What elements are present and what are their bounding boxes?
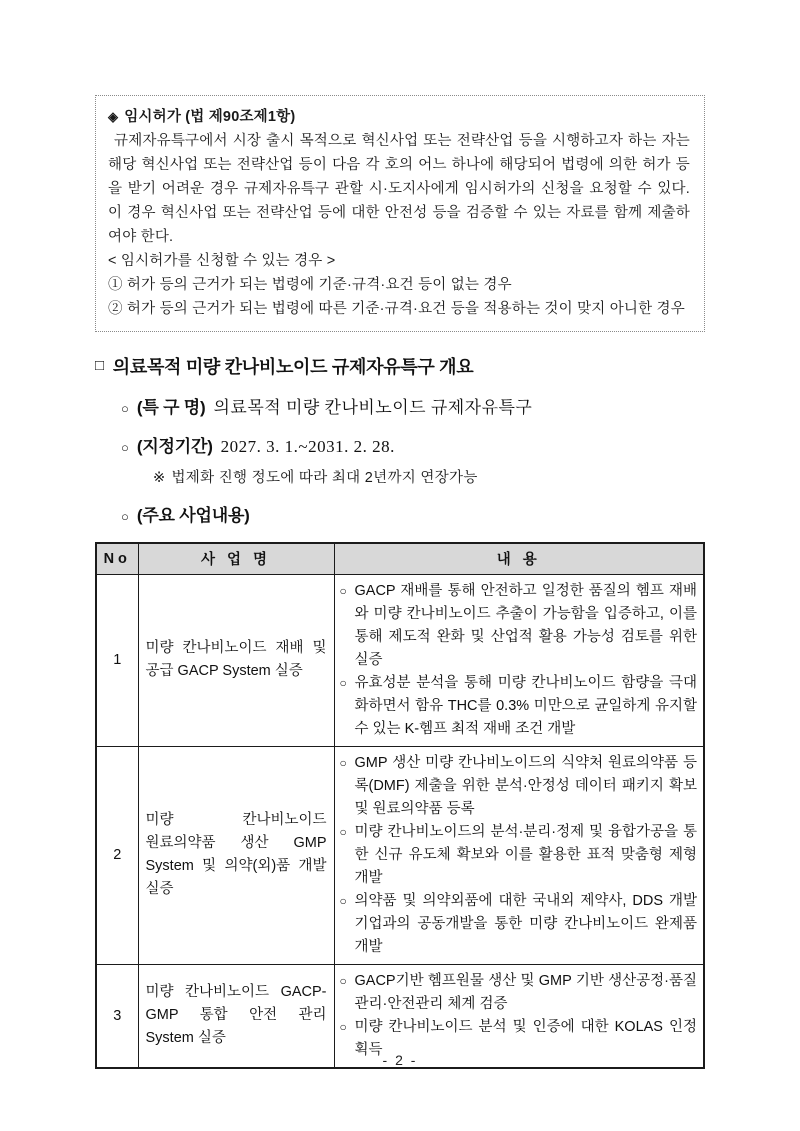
case-list-header: < 임시허가를 신청할 수 있는 경우 > [108,253,336,269]
circle-bullet-icon: ○ [339,755,347,770]
square-bullet-icon: □ [95,356,104,374]
reference-mark-icon: ※ [153,470,166,486]
header-no: No [96,543,138,574]
main-business-label: (주요 사업내용) [136,506,250,525]
page-number: - 2 - [382,1052,418,1068]
bullet-text: GMP 생산 미량 칸나비노이드의 식약처 원료의약품 등록(DMF) 제출을 위한 분석·안정성 데이터 패키지 확보 및 원료의약품 등록 [354,754,697,817]
circle-bullet-icon: ○ [339,893,347,908]
temporary-permit-info-box [95,95,705,332]
extension-note: 법제화 진행 정도에 따라 최대 2년까지 연장가능 [171,470,478,486]
table-header-row [96,543,704,574]
case-item-1: ① 허가 등의 근거가 되는 법령에 기준·규격·요건 등이 없는 경우 [108,277,512,293]
content-bullet [340,890,698,959]
row-content [334,746,704,964]
designation-period-label: (지정기간) [136,437,213,456]
row-no: 3 [96,964,138,1068]
row-business-name: 미량 칸나비노이드 GACP-GMP 통합 안전 관리 System 실증 [138,964,334,1068]
bullet-text: 미량 칸나비노이드의 분석·분리·정제 및 융합가공을 통한 신규 유도체 확보와 이를 활용한 표적 맞춤형 제형 개발 [354,823,697,886]
diamond-bullet-icon: ◈ [108,109,119,124]
table-row [96,574,704,746]
row-no: 2 [96,746,138,964]
business-table [95,542,705,1069]
table-row [96,746,704,964]
row-business-name: 미량 칸나비노이드 재배 및 공급 GACP System 실증 [138,574,334,746]
content-bullet [340,752,698,821]
overview-item-zone-name [121,393,705,418]
bullet-text: 의약품 및 의약외품에 대한 국내외 제약사, DDS 개발 기업과의 공동개발을 통한 미량 칸나비노이드 완제품 개발 [354,892,697,955]
bullet-text: 미량 칸나비노이드 분석 및 인증에 대한 KOLAS 인정 획득 [354,1018,697,1058]
content-bullet [340,970,698,1016]
info-box-title-row [108,105,690,129]
case-item-2: ② 허가 등의 근거가 되는 법령에 따른 기준·규격·요건 등을 적용하는 것이 맞지 아니한 경우 [108,301,685,317]
circle-bullet-icon: ○ [339,824,347,839]
bullet-text: 유효성분 분석을 통해 미량 칸나비노이드 함량을 극대화하면서 함유 THC를 0.3% 미만으로 균일하게 유지할 수 있는 K-헴프 최적 재배 조건 개발 [354,674,697,737]
content-bullet [340,580,698,672]
overview-item-main-business [121,501,705,526]
zone-name-label: (특 구 명) [136,398,206,417]
designation-period-value: 2027. 3. 1.~2031. 2. 28. [220,437,395,456]
extension-note-row [153,466,705,487]
row-business-name: 미량 칸나비노이드 원료의약품 생산 GMP System 및 의약(외)품 개발 실증 [138,746,334,964]
circle-bullet-icon: ○ [339,973,347,988]
section-heading: 의료목적 미량 칸나비노이드 규제자유특구 개요 [112,357,474,377]
row-content [334,574,704,746]
circle-bullet-icon: ○ [339,583,347,598]
circle-bullet-icon: ○ [121,509,129,524]
circle-bullet-icon: ○ [121,401,129,416]
zone-name-value: 의료목적 미량 칸나비노이드 규제자유특구 [213,398,533,417]
content-bullet [340,672,698,741]
section-heading-row [95,353,705,379]
info-box-paragraph: 규제자유특구에서 시장 출시 목적으로 혁신사업 또는 전략산업 등을 시행하고자 하는 자는 해당 혁신사업 또는 전략산업 등이 다음 각 호의 어느 하나에 해당되어 법령에 의한 허가 등을 받기 어려운 경우 규제자유특구 관할 시·도지사에게 임시허가의 신청을 요청할 수 있다. 이 경우 혁신사업 또는 전략산업 등에 대한 안전성 등을 검증할 수 있는 자료를 함께 제출하여야 한다. [108,133,690,245]
overview-item-designation-period [121,432,705,457]
header-content: 내 용 [334,543,704,574]
content-bullet [340,821,698,890]
circle-bullet-icon: ○ [121,440,129,455]
row-no: 1 [96,574,138,746]
circle-bullet-icon: ○ [339,1019,347,1034]
overview-section [95,353,705,526]
bullet-text: GACP기반 헴프원물 생산 및 GMP 기반 생산공정·품질관리·안전관리 체계 검증 [354,972,697,1012]
header-business-name: 사 업 명 [138,543,334,574]
circle-bullet-icon: ○ [339,675,347,690]
info-box-title: 임시허가 (법 제90조제1항) [124,109,296,125]
bullet-text: GACP 재배를 통해 안전하고 일정한 품질의 헴프 재배와 미량 칸나비노이드 추출이 가능함을 입증하고, 이를 통해 제도적 완화 및 산업적 활용 가능성 검토를 위한 실증 [354,582,697,668]
